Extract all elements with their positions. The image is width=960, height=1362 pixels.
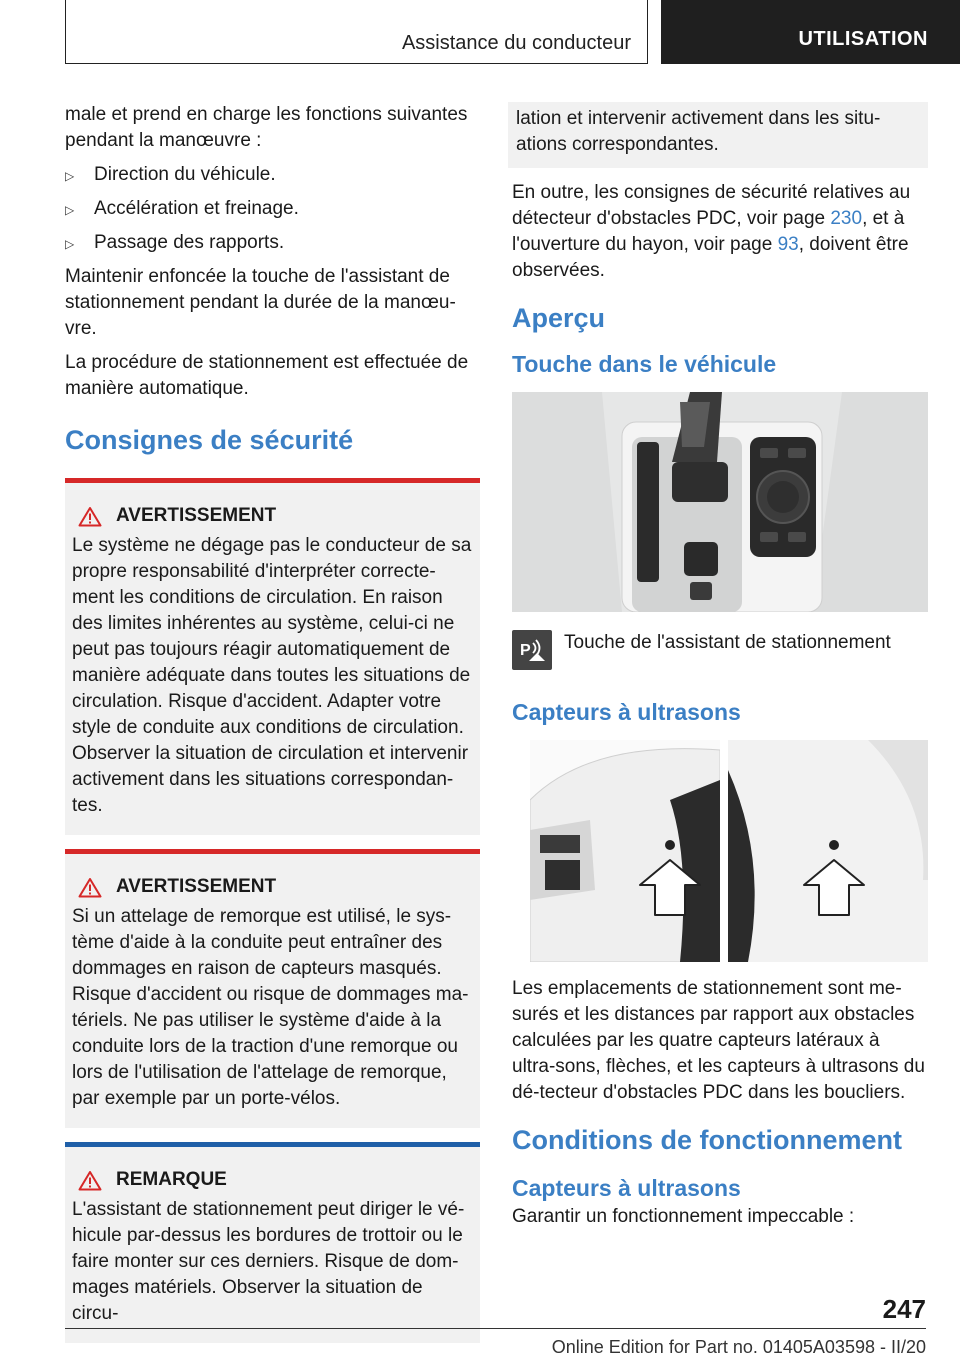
note-text: L'assistant de stationnement peut diriger le vé-hicule par-dessus les bordures de trottoir ou le faire monter sur ces derniers. Risque de dom-mages matériels. Observer la situation de circu- (72, 1199, 465, 1324)
footer-edition: Online Edition for Part no. 01405A03598 - II/20 (551, 1337, 926, 1357)
button-caption-row (512, 630, 928, 670)
warning-title: AVERTISSEMENT (116, 505, 277, 526)
heading-safety: Consignes de sécurité (65, 425, 354, 455)
auto-paragraph: La procédure de stationnement est effectuée de manière automatique. (65, 352, 469, 399)
heading-ultrasonic-sensors: Capteurs à ultrasons (512, 699, 741, 725)
heading-ultrasonic-sensors-2: Capteurs à ultrasons (512, 1175, 741, 1201)
page-number: 247 (882, 1294, 926, 1324)
warning-box (65, 849, 480, 1128)
note-box (65, 1142, 480, 1343)
function-list (65, 162, 480, 256)
warning-text: Le système ne dégage pas le conducteur de sa propre responsabilité d'interpréter correcte-ment les conditions de circulation. En raison des limites inhérentes au système, celui-ci ne peut pas toujours réagir automatiquement de manière adéquate dans toutes les situations de circulation. Risque d'accident. Adapter votre style de conduite aux conditions de circulation. Observer la situation de circulation et intervenir activement dans les situations correspondan-tes. (72, 535, 472, 816)
bullet-triangle-icon: ▷ (65, 169, 75, 183)
left-column (65, 102, 480, 1357)
list-item: ▷ Accélération et freinage. (65, 196, 480, 222)
warning-header (78, 503, 474, 529)
heading-conditions: Conditions de fonctionnement (512, 1125, 902, 1155)
note-continuation-text: lation et intervenir activement dans les situ-ations correspondantes. (516, 108, 881, 155)
warning-triangle-icon (78, 877, 102, 898)
list-item: ▷ Passage des rapports. (65, 230, 480, 256)
note-header (78, 1167, 474, 1193)
heading-button-in-vehicle: Touche dans le véhicule (512, 351, 777, 377)
center-console-illustration (512, 392, 928, 612)
warning-box (65, 478, 480, 835)
rear-sensor-photo (728, 740, 928, 962)
pdc-paragraph: En outre, les consignes de sécurité relatives au détecteur d'obstacles PDC, voir page 230, et à l'ouverture du hayon, voir page 93, doivent être observées. (512, 182, 911, 281)
header-section-title: Assistance du conducteur (401, 32, 631, 54)
warning-header (78, 874, 474, 900)
page-ref-link[interactable]: 93 (777, 234, 799, 255)
guarantee-paragraph: Garantir un fonctionnement impeccable : (512, 1206, 855, 1227)
list-item: ▷ Direction du véhicule. (65, 162, 480, 188)
front-sensor-photo (530, 740, 720, 962)
header-chapter-tab (661, 0, 960, 64)
sensors-paragraph: Les emplacements de stationnement sont me-surés et les distances par rapport aux obstacles calculées par les quatre capteurs latéraux à ultra-sons, flèches, et les capteurs à ultrasons du dé-tecteur d'obstacles PDC dans les boucliers. (512, 978, 925, 1103)
button-caption-text: Touche de l'assistant de stationnement (564, 632, 891, 653)
hold-paragraph: Maintenir enfoncée la touche de l'assistant de stationnement pendant la durée de la manœu-vre. (65, 266, 456, 339)
note-triangle-icon (78, 1170, 102, 1191)
svg-text:P: P (520, 642, 531, 659)
warning-title: AVERTISSEMENT (116, 876, 277, 897)
bullet-triangle-icon: ▷ (65, 237, 75, 251)
center-console-photo (512, 392, 928, 612)
sensor-photos (530, 740, 928, 962)
note-continuation (508, 102, 928, 168)
header-section-box (65, 0, 648, 64)
footer-divider (65, 1328, 926, 1329)
park-assist-button-icon (512, 630, 552, 670)
bullet-triangle-icon: ▷ (65, 203, 75, 217)
right-column (512, 102, 928, 1238)
note-title: REMARQUE (116, 1169, 227, 1190)
header-chapter-label: UTILISATION (798, 28, 928, 50)
warning-text: Si un attelage de remorque est utilisé, le sys-tème d'aide à la conduite peut entraîner des dommages en raison de capteurs masqués. Risque d'accident ou risque de dommages ma-tériels. Ne pas utiliser le système d'aide à la conduite lors de la traction d'une remorque ou lors de l'utilisation de l'attelage de remorque, par exemple par un porte-vélos. (72, 906, 469, 1109)
heading-overview: Aperçu (512, 303, 606, 333)
intro-paragraph: male et prend en charge les fonctions suivantes pendant la manœuvre : (65, 104, 468, 151)
warning-triangle-icon (78, 506, 102, 527)
page-ref-link[interactable]: 230 (830, 208, 863, 229)
